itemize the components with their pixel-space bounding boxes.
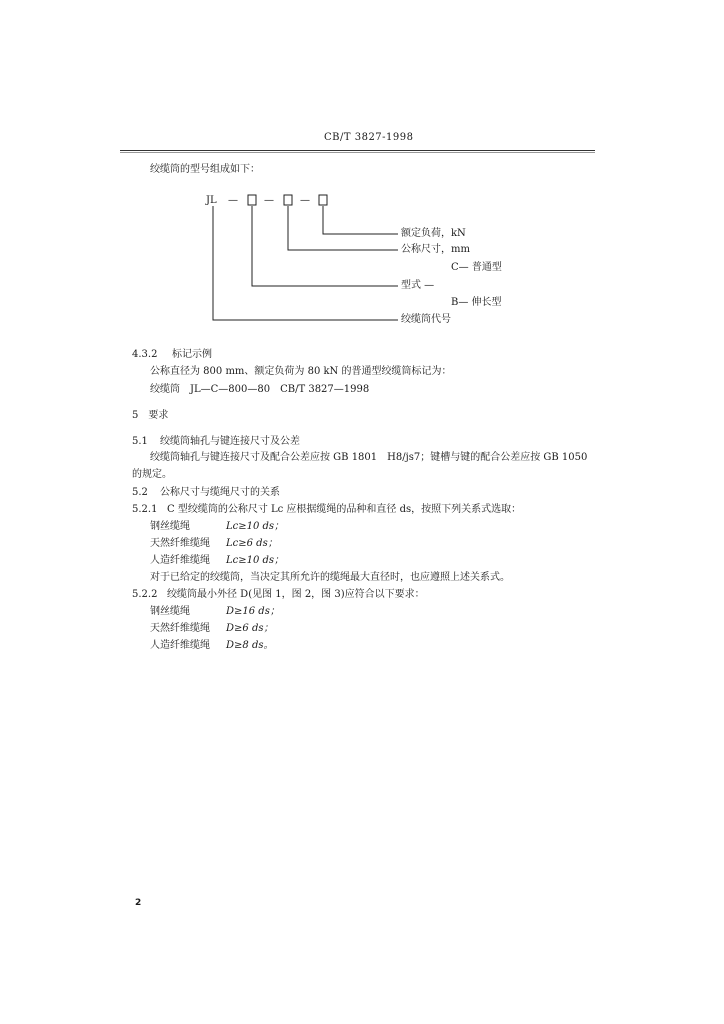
s522-text: 绞缆筒最小外径 D(见图 1，图 2，图 3)应符合以下要求： [167, 589, 425, 600]
s432-line1: 公称直径为 800 mm、额定负荷为 80 kN 的普通型绞缆筒标记为： [150, 366, 452, 377]
label-rated-load: 额定负荷，kN [401, 228, 466, 239]
code-dash-2: — [264, 195, 274, 206]
s521-row3-formula: Lc≥10 ds； [226, 555, 285, 566]
s5-heading: 5 要求 [132, 410, 169, 421]
s521-row2-name: 天然纤维缆绳 [150, 538, 210, 549]
label-code: 绞缆筒代号 [401, 314, 451, 325]
s521-row1-name: 钢丝缆绳 [150, 521, 190, 532]
code-prefix: JL [206, 195, 217, 206]
s522-row1-formula: D≥16 ds； [226, 606, 280, 617]
label-type-b: B— 伸长型 [451, 297, 502, 308]
s432-title: 标记示例 [172, 349, 212, 360]
s521-text: C 型绞缆筒的公称尺寸 Lc 应根据缆绳的品种和直径 ds，按照下列关系式选取： [167, 504, 522, 515]
leader-code [213, 206, 398, 320]
s432-line2: 绞缆筒 JL—C—800—80 CB/T 3827—1998 [150, 384, 370, 395]
s522-row3-formula: D≥8 ds。 [226, 640, 274, 651]
s522-row2-formula: D≥6 ds； [226, 623, 274, 634]
s522-row2-name: 天然纤维缆绳 [150, 623, 210, 634]
box-size [284, 195, 292, 205]
leader-rated-load [323, 206, 398, 234]
box-load [319, 195, 327, 205]
label-type-c: C— 普通型 [451, 262, 502, 273]
s52-number: 5.2 [132, 487, 148, 498]
s52-title: 公称尺寸与缆绳尺寸的关系 [160, 487, 280, 498]
header-standard-number: CB/T 3827-1998 [324, 132, 414, 143]
s51-line2: 的规定。 [132, 469, 172, 480]
s432-number: 4.3.2 [132, 349, 158, 360]
s521-row2-formula: Lc≥6 ds； [226, 538, 278, 549]
code-dash-1: — [228, 195, 238, 206]
leader-type [252, 206, 398, 286]
s521-number: 5.2.1 [132, 504, 158, 515]
s51-title: 绞缆筒轴孔与键连接尺寸及公差 [160, 436, 300, 447]
s522-number: 5.2.2 [132, 589, 158, 600]
label-nominal-size: 公称尺寸，mm [401, 244, 470, 255]
s521-note: 对于已给定的绞缆筒，当决定其所允许的缆绳最大直径时，也应遵照上述关系式。 [150, 572, 510, 583]
code-dash-3: — [300, 195, 310, 206]
label-type: 型式 — [401, 280, 435, 291]
page-number: 2 [135, 898, 142, 908]
s51-number: 5.1 [132, 436, 148, 447]
leader-nominal-size [288, 206, 398, 250]
s522-row3-name: 人造纤维缆绳 [150, 640, 210, 651]
intro-text: 绞缆筒的型号组成如下： [150, 164, 260, 175]
s521-row3-name: 人造纤维缆绳 [150, 555, 210, 566]
box-type [248, 195, 256, 205]
s522-row1-name: 钢丝缆绳 [150, 606, 190, 617]
s51-line1: 绞缆筒轴孔与键连接尺寸及配合公差应按 GB 1801 H8/js7；键槽与键的配合公差应按 GB 1050 [150, 452, 588, 463]
s521-row1-formula: Lc≥10 ds； [226, 521, 285, 532]
